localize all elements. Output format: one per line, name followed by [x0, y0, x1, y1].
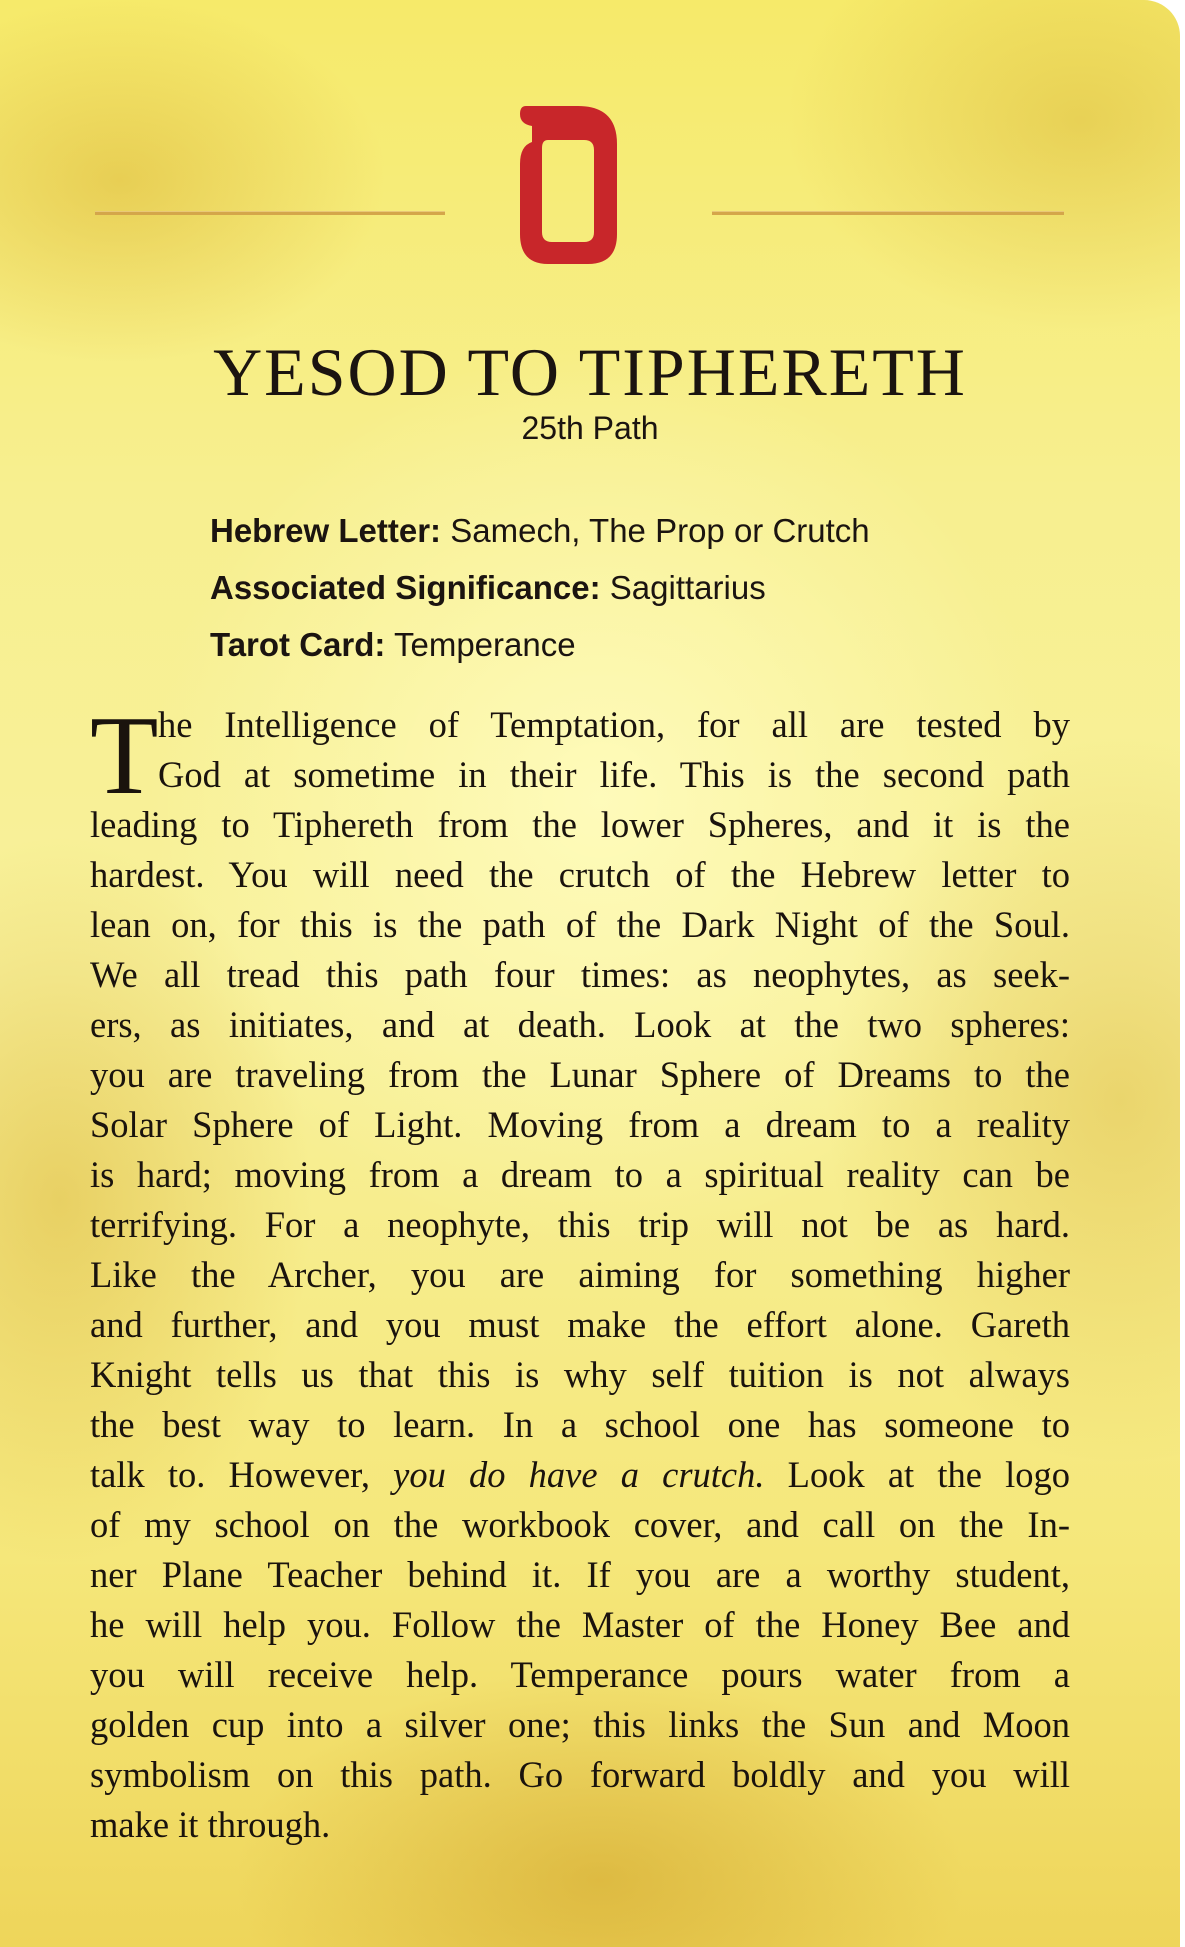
body-line: golden cup into a silver one; this links the Sun and Moon: [90, 1704, 1070, 1745]
body-line: of my school on the workbook cover, and call on the In-: [90, 1504, 1070, 1545]
body-line: hardest. You will need the crutch of the Hebrew letter to: [90, 854, 1070, 895]
body-line: symbolism on this path. Go forward boldly and you will: [90, 1754, 1070, 1795]
body-paragraph: [90, 694, 1070, 1850]
card-subtitle: 25th Path: [521, 410, 659, 446]
hebrew-letter-samech-icon: [518, 104, 620, 266]
decorative-rule-left: [95, 211, 445, 215]
body-line: he Intelligence of Temptation, for all are tested by: [158, 704, 1070, 745]
body-line: you are traveling from the Lunar Sphere of Dreams to the: [90, 1054, 1070, 1095]
body-line: ner Plane Teacher behind it. If you are a worthy student,: [90, 1554, 1070, 1595]
body-line: Solar Sphere of Light. Moving from a dream to a reality: [90, 1104, 1070, 1145]
body-text-segment: talk to. However,: [90, 1454, 370, 1495]
attribute-associated-significance: [210, 559, 870, 616]
italic-phrase: you do have a crutch.: [393, 1454, 765, 1495]
body-line: Knight tells us that this is why self tuition is not always: [90, 1354, 1070, 1395]
body-line: God at sometime in their life. This is the second path: [158, 754, 1070, 795]
body-line: lean on, for this is the path of the Dark Night of the Soul.: [90, 904, 1070, 945]
body-line: is hard; moving from a dream to a spiritual reality can be: [90, 1154, 1070, 1195]
attribute-label: Hebrew Letter:: [210, 512, 442, 549]
body-text-segment: Look at the logo: [787, 1454, 1070, 1495]
body-line: the best way to learn. In a school one has someone to: [90, 1404, 1070, 1445]
card-title: YESOD TO TIPHERETH: [213, 334, 967, 410]
body-line: and further, and you must make the effort alone. Gareth: [90, 1304, 1070, 1345]
attribute-value: Samech, The Prop or Crutch: [450, 512, 870, 549]
body-line: Like the Archer, you are aiming for something higher: [90, 1254, 1070, 1295]
attribute-label: Tarot Card:: [210, 626, 386, 663]
drop-cap: T: [90, 694, 159, 818]
attribute-hebrew-letter: [210, 502, 870, 559]
body-line: terrifying. For a neophyte, this trip will not be as hard.: [90, 1204, 1070, 1245]
attribute-label: Associated Significance:: [210, 569, 601, 606]
body-line: ers, as initiates, and at death. Look at the two spheres:: [90, 1004, 1070, 1045]
body-line: make it through.: [90, 1804, 331, 1845]
body-line-with-italic: [90, 1450, 1070, 1500]
attributes-list: [210, 502, 870, 673]
body-line: he will help you. Follow the Master of the Honey Bee and: [90, 1604, 1070, 1645]
attribute-value: Temperance: [393, 626, 576, 663]
body-line: you will receive help. Temperance pours water from a: [90, 1654, 1070, 1695]
body-line: We all tread this path four times: as neophytes, as seek-: [90, 954, 1070, 995]
decorative-rule-right: [712, 211, 1064, 215]
attribute-value: Sagittarius: [609, 569, 766, 606]
attribute-tarot-card: [210, 616, 870, 673]
body-line: leading to Tiphereth from the lower Spheres, and it is the: [90, 804, 1070, 845]
